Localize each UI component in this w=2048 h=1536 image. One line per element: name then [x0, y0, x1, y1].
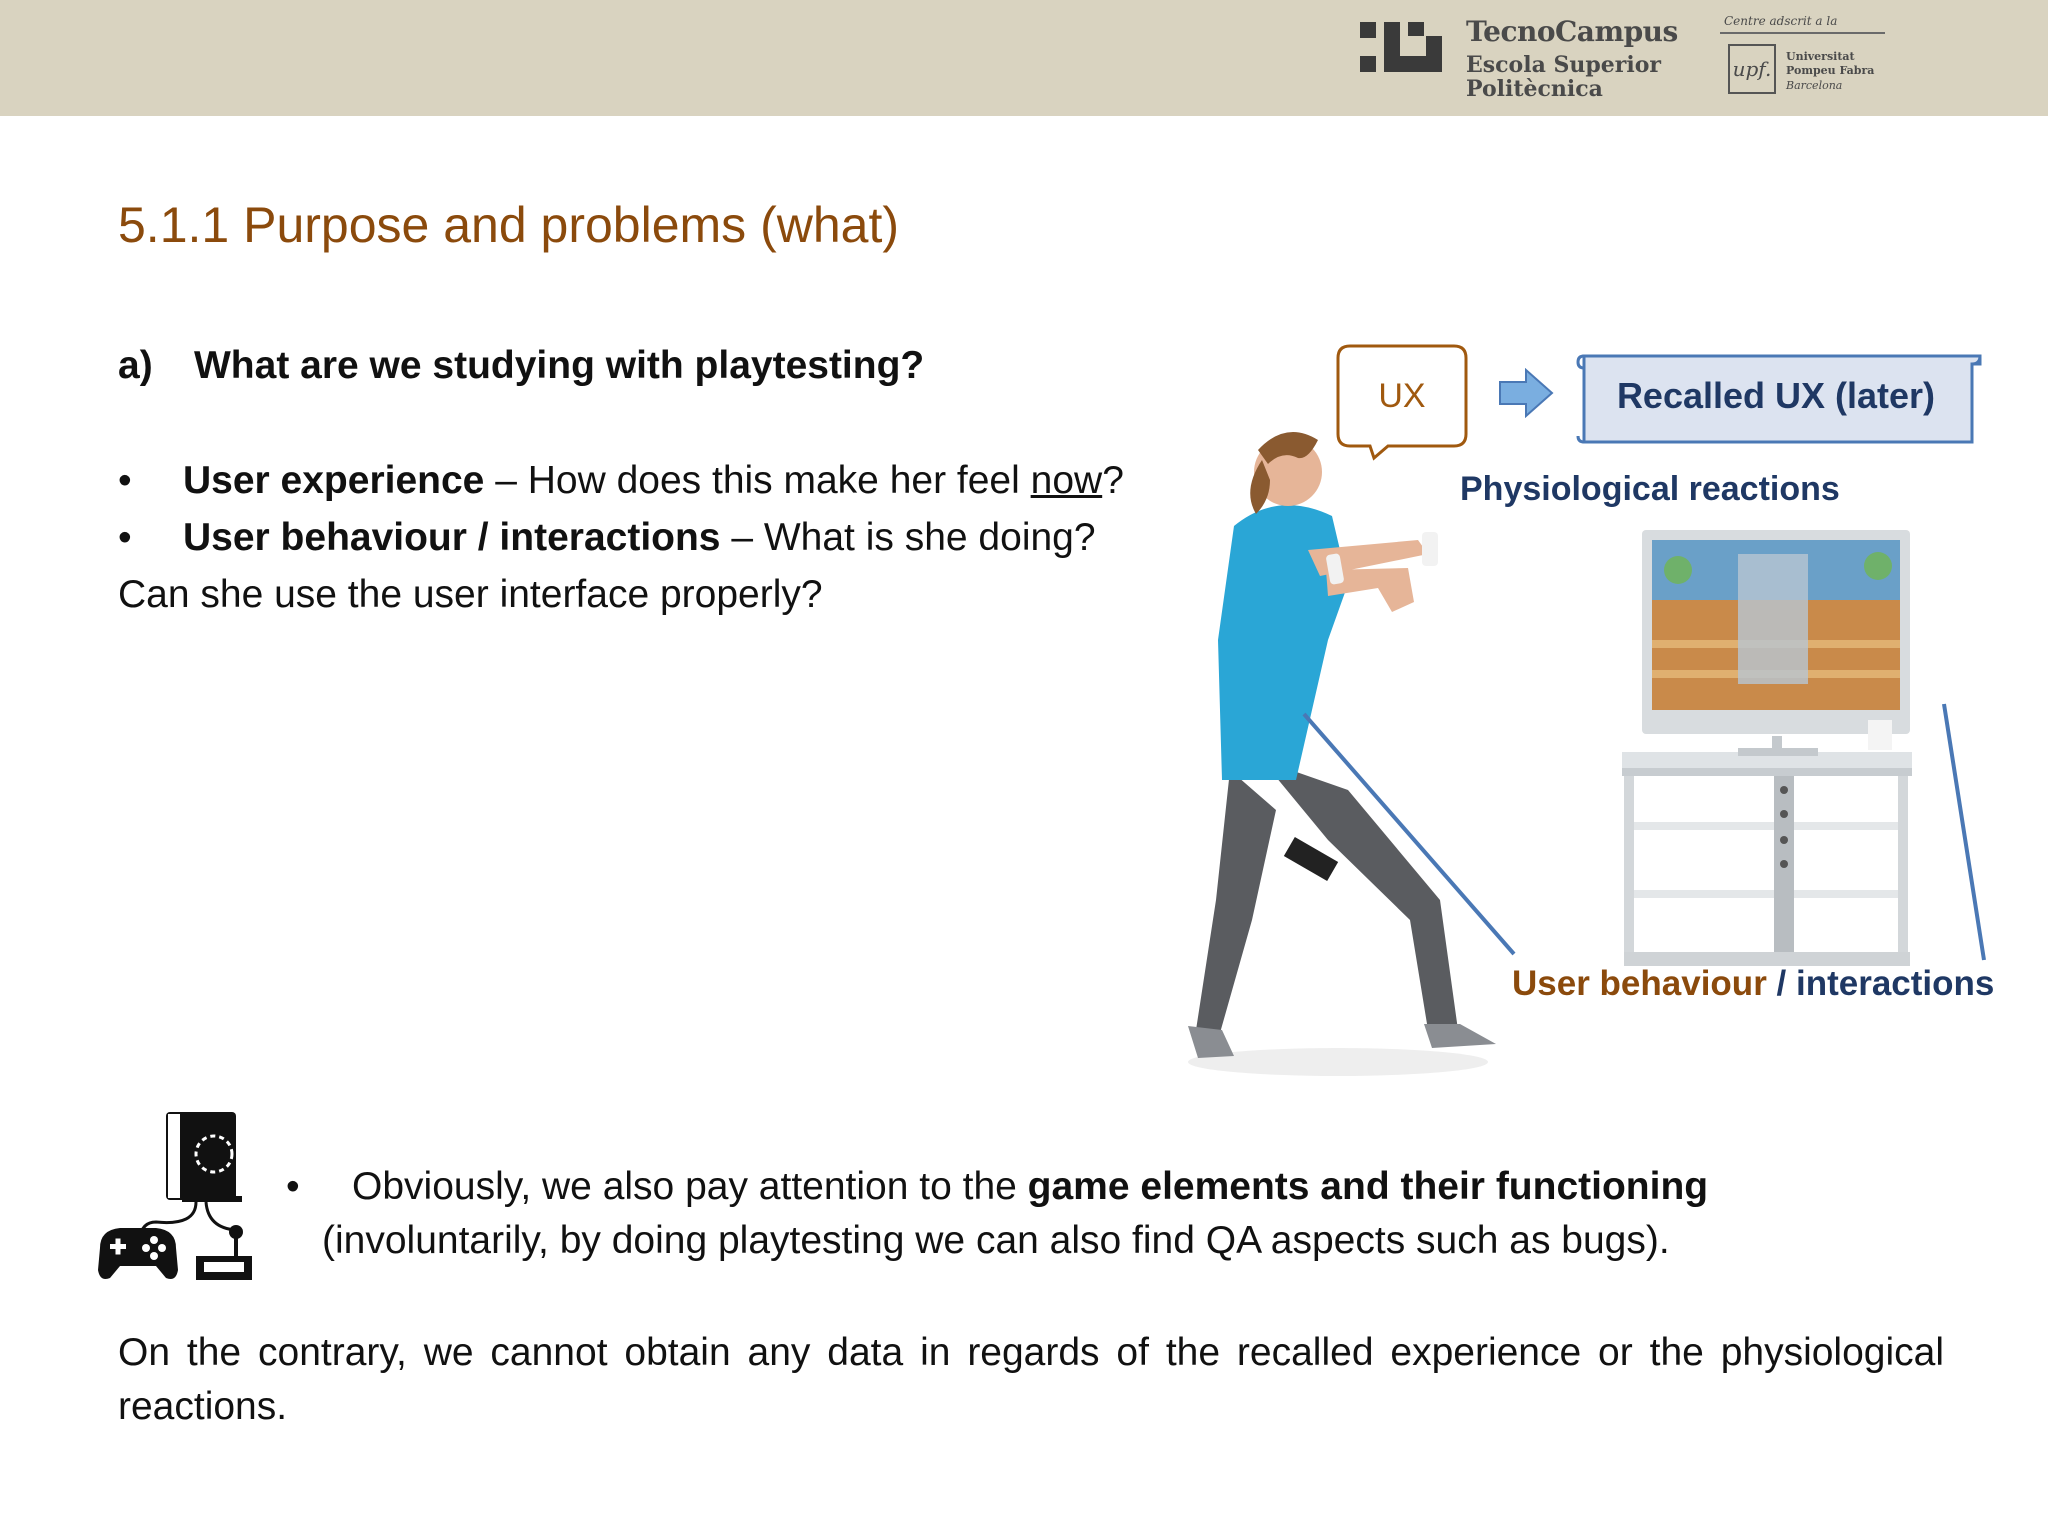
question-letter: a) — [118, 344, 153, 387]
bullet-continuation: Can she use the user interface properly? — [118, 573, 823, 616]
tecnocampus-logo — [1360, 15, 1678, 108]
tv-icon — [1642, 530, 1910, 756]
upf-name — [1786, 50, 1874, 93]
tecnocampus-line3: Politècnica — [1466, 76, 1603, 102]
bullet-user-experience — [118, 452, 1198, 509]
game-elements-line1 — [286, 1160, 1708, 1214]
bullet-user-behaviour — [118, 509, 1198, 566]
console-controller-icon — [96, 1110, 256, 1282]
behaviour-pointer-line-2 — [1944, 704, 1984, 960]
tecnocampus-mark-icon — [1360, 22, 1442, 78]
upf-line2: Pompeu Fabra — [1786, 64, 1875, 78]
user-behaviour-text: User behaviour — [1512, 964, 1767, 1003]
game-elements-paragraph — [286, 1160, 1708, 1268]
upf-mark: upf. — [1728, 44, 1776, 94]
game-elements-prefix: Obviously, we also pay attention to the — [352, 1165, 1028, 1208]
bullet-list — [118, 452, 1198, 623]
bullet-dot: • — [118, 459, 132, 502]
upf-rule — [1720, 32, 1885, 34]
recalled-ux-scroll — [1576, 346, 1984, 446]
bullet-text-end: ? — [1102, 459, 1124, 502]
header-band — [0, 0, 2048, 116]
tecnocampus-line2: Escola Superior — [1466, 52, 1661, 78]
arrow-right-icon — [1498, 368, 1554, 418]
upf-line3: Barcelona — [1786, 78, 1843, 92]
bullet-dot: • — [286, 1165, 300, 1208]
recalled-ux-label: Recalled UX (later) — [1616, 375, 1936, 416]
woman-figure — [1188, 432, 1496, 1076]
physiological-reactions-label: Physiological reactions — [1460, 470, 1840, 508]
bullet-bold: User behaviour / interactions — [183, 516, 721, 559]
interactions-text: interactions — [1796, 964, 1995, 1003]
bullet-text: – What is she doing? — [720, 516, 1096, 559]
bullet-bold: User experience — [183, 459, 485, 502]
question-heading — [118, 344, 924, 388]
slide-title: 5.1.1 Purpose and problems (what) — [118, 197, 899, 253]
question-text: What are we studying with playtesting? — [194, 344, 925, 387]
upf-adscrit-text: Centre adscrit a la — [1724, 14, 1838, 28]
behaviour-slash: / — [1766, 964, 1796, 1003]
game-elements-bold: game elements and their functioning — [1027, 1165, 1709, 1208]
user-behaviour-interactions-label — [1512, 964, 1994, 1004]
upf-line1: Universitat — [1786, 50, 1855, 63]
tecnocampus-wordmark — [1466, 15, 1678, 102]
contrary-paragraph: On the contrary, we cannot obtain any data in regards of the recalled experience or the physiological reactions. — [118, 1331, 1944, 1428]
tecnocampus-name: TecnoCampus — [1466, 15, 1678, 48]
bullet-text: – How does this make her feel — [484, 459, 1031, 502]
bullet-underlined-word: now — [1030, 459, 1103, 502]
upf-logo — [1720, 14, 1890, 104]
ux-speech-bubble — [1336, 344, 1470, 462]
bullet-dot: • — [118, 516, 132, 559]
game-elements-line2: (involuntarily, by doing playtesting we can also find QA aspects such as bugs). — [322, 1219, 1670, 1262]
ux-bubble-label: UX — [1378, 377, 1426, 415]
tv-stand-icon — [1622, 752, 1912, 966]
